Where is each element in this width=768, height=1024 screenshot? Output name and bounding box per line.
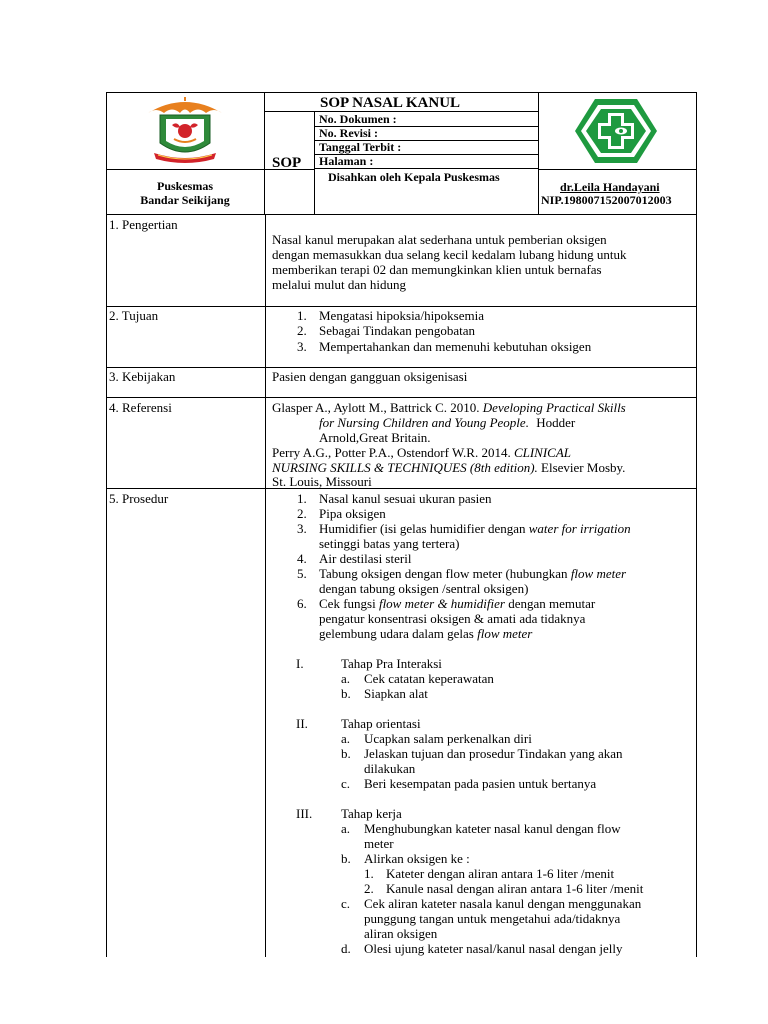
tool-item: Nasal kanul sesuai ukuran pasien (319, 491, 492, 506)
reference-1-cont: for Nursing Children and Young People. Hodder (319, 415, 576, 430)
reference-1-publisher: Arnold,Great Britain. (319, 430, 431, 445)
tool-item: gelembung udara dalam gelas flow meter (319, 626, 533, 641)
stage-number: II. (296, 716, 308, 731)
sub-item-number: 1. (364, 866, 374, 881)
document-title: SOP NASAL KANUL (320, 95, 461, 111)
tool-item: Pipa oksigen (319, 506, 386, 521)
stage-item-letter: d. (341, 941, 351, 956)
list-number: 3. (297, 339, 307, 354)
pengertian-line: memberikan terapi 02 dan memungkinkan klien untuk bernafas (272, 262, 602, 277)
signer-name: dr.Leila Handayani (560, 180, 660, 194)
tool-item: pengatur konsentrasi oksigen & amati ada tidaknya (319, 611, 586, 626)
stage-item: Siapkan alat (364, 686, 428, 701)
reference-1: Glasper A., Aylott M., Battrick C. 2010. Developing Practical Skills (272, 400, 626, 415)
list-number: 2. (297, 506, 307, 521)
kebijakan-text: Pasien dengan gangguan oksigenisasi (272, 369, 468, 384)
stage-title: Tahap orientasi (341, 716, 421, 731)
issue-date-field: Tanggal Terbit : (319, 140, 402, 154)
list-number: 1. (297, 308, 307, 323)
stage-item: dilakukan (364, 761, 416, 776)
stage-item-letter: c. (341, 896, 351, 911)
tool-item: Humidifier (isi gelas humidifier dengan water for irrigation (319, 521, 631, 536)
section-label-tujuan: 2. Tujuan (109, 308, 159, 323)
sop-label: SOP (272, 155, 302, 171)
stage-item-letter: b. (341, 851, 351, 866)
stage-item: Menghubungkan kateter nasal kanul dengan flow (364, 821, 621, 836)
list-number: 5. (297, 566, 307, 581)
stage-item: Olesi ujung kateter nasal/kanul nasal dengan jelly (364, 941, 623, 956)
org-name-line1: Puskesmas (156, 179, 213, 193)
stage-item: aliran oksigen (364, 926, 438, 941)
stage-item: Cek catatan keperawatan (364, 671, 494, 686)
stage-item: meter (364, 836, 394, 851)
list-number: 2. (297, 323, 307, 338)
stage-item: Jelaskan tujuan dan prosedur Tindakan yang akan (364, 746, 623, 761)
list-item: Mempertahankan dan memenuhi kebutuhan oksigen (319, 339, 592, 354)
stage-title: Tahap kerja (341, 806, 402, 821)
stage-item-letter: a. (341, 671, 351, 686)
sub-item: Kateter dengan aliran antara 1-6 liter /menit (386, 866, 615, 881)
tool-item: setinggi batas yang tertera) (319, 536, 460, 551)
reference-2-place: St. Louis, Missouri (272, 474, 372, 489)
pengertian-line: dengan memasukkan dua selang kecil kedalam lubang hidung untuk (272, 247, 627, 262)
section-label-referensi: 4. Referensi (109, 400, 172, 415)
stage-item: Cek aliran kateter nasala kanul dengan menggunakan (364, 896, 642, 911)
section-label-pengertian: 1. Pengertian (109, 217, 178, 232)
section-label-kebijakan: 3. Kebijakan (109, 369, 176, 384)
stage-item-letter: a. (341, 821, 351, 836)
stage-title: Tahap Pra Interaksi (341, 656, 442, 671)
sub-item-number: 2. (364, 881, 374, 896)
section-label-prosedur: 5. Prosedur (109, 491, 169, 506)
tool-item: Air destilasi steril (319, 551, 412, 566)
stage-number: I. (296, 656, 304, 671)
list-item: Sebagai Tindakan pengobatan (319, 323, 475, 338)
pengertian-line: Nasal kanul merupakan alat sederhana untuk pemberian oksigen (272, 232, 607, 247)
page-field: Halaman : (319, 154, 374, 168)
list-number: 3. (297, 521, 307, 536)
org-name-line2: Bandar Seikijang (140, 193, 230, 207)
approved-by: Disahkan oleh Kepala Puskesmas (328, 170, 500, 184)
list-number: 6. (297, 596, 307, 611)
signer-nip: NIP.198007152007012003 (541, 193, 672, 207)
stage-item: punggung tangan untuk mengetahui ada/tidaknya (364, 911, 621, 926)
tool-item: Cek fungsi flow meter & humidifier dengan memutar (319, 596, 596, 611)
tool-item: Tabung oksigen dengan flow meter (hubungkan flow meter (319, 566, 627, 581)
revision-field: No. Revisi : (319, 126, 378, 140)
list-number: 4. (297, 551, 307, 566)
stage-item-letter: b. (341, 686, 351, 701)
reference-2-cont: NURSING SKILLS & TECHNIQUES (8th edition). Elsevier Mosby. (272, 460, 626, 475)
stage-item-letter: c. (341, 776, 351, 791)
pengertian-line: melalui mulut dan hidung (272, 277, 406, 292)
doc-number-field: No. Dokumen : (319, 112, 397, 126)
list-item: Mengatasi hipoksia/hipoksemia (319, 308, 485, 323)
stage-item-letter: a. (341, 731, 351, 746)
stage-item-letter: b. (341, 746, 351, 761)
sub-item: Kanule nasal dengan aliran antara 1-6 liter /menit (386, 881, 644, 896)
stage-item: Ucapkan salam perkenalkan diri (364, 731, 532, 746)
stage-item: Alirkan oksigen ke : (364, 851, 470, 866)
regional-logo (144, 95, 226, 167)
tool-item: dengan tabung oksigen /sentral oksigen) (319, 581, 529, 596)
reference-2: Perry A.G., Potter P.A., Ostendorf W.R. 2014. CLINICAL (272, 445, 572, 460)
health-center-logo (573, 97, 659, 165)
stage-item: Beri kesempatan pada pasien untuk bertanya (364, 776, 597, 791)
list-number: 1. (297, 491, 307, 506)
stage-number: III. (296, 806, 313, 821)
